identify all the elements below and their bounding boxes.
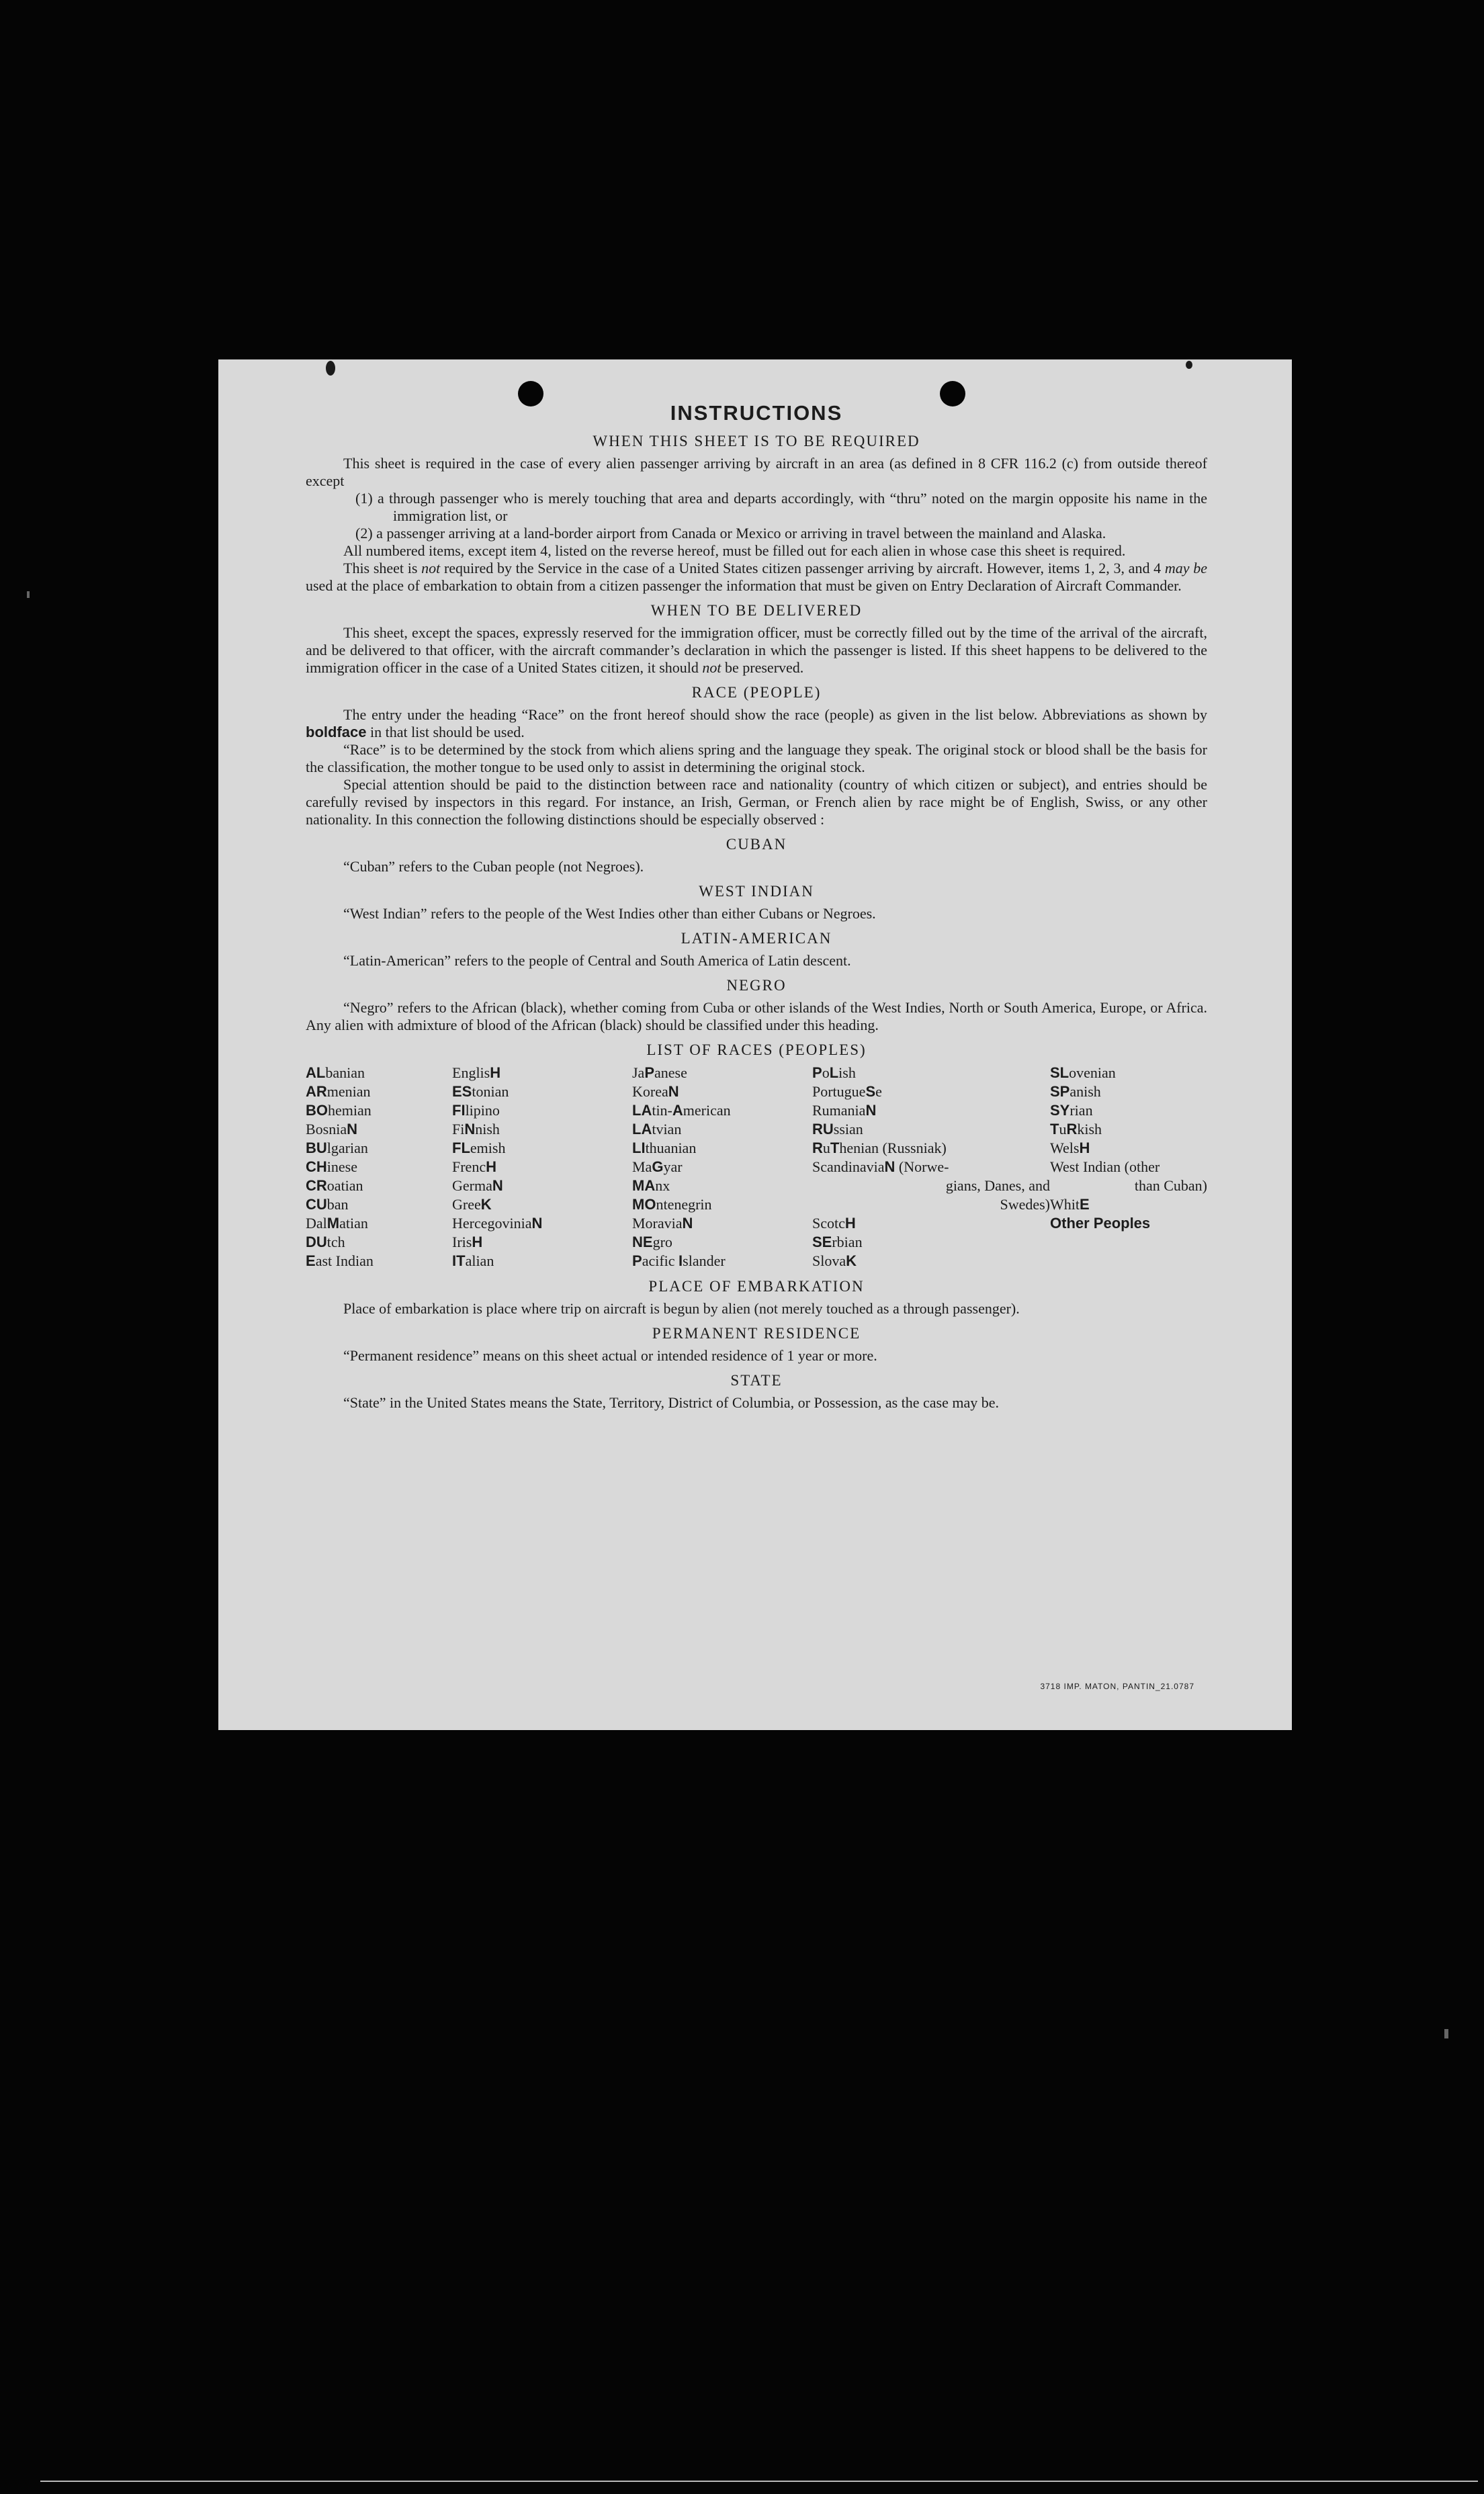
race-entry: EnglisH bbox=[452, 1064, 501, 1081]
race-entry: MoraviaN bbox=[632, 1215, 693, 1232]
list-item: (2) a passenger arriving at a land-border airport from Canada or Mexico or arriving in travel between the mainland and Alaska. bbox=[355, 525, 1106, 542]
heading-when-required: WHEN THIS SHEET IS TO BE REQUIRED bbox=[593, 433, 920, 449]
race-entry: SErbian bbox=[812, 1234, 863, 1250]
race-entry: MOntenegrin bbox=[632, 1196, 712, 1213]
races-column bbox=[306, 1064, 452, 1271]
paragraph: The entry under the heading “Race” on the front hereof should show the race (people) as given in the list below. Abbreviations as shown by boldface in that list should be used. bbox=[306, 706, 1207, 740]
race-entry: West Indian (other bbox=[1050, 1158, 1160, 1175]
ink-speck bbox=[1186, 361, 1192, 369]
race-entry: SPanish bbox=[1050, 1083, 1101, 1100]
race-entry: SYrian bbox=[1050, 1102, 1093, 1119]
film-edge-line bbox=[40, 2481, 1478, 2482]
ink-speck bbox=[326, 361, 335, 376]
race-entry: EStonian bbox=[452, 1083, 509, 1100]
list-item: (1) a through passenger who is merely touching that area and departs accordingly, with “thru” noted on the margin opposite his name in the immigration list, or bbox=[355, 490, 1207, 524]
heading-place-of-embarkation: PLACE OF EMBARKATION bbox=[648, 1278, 865, 1295]
race-entry: Pacific Islander bbox=[632, 1252, 726, 1269]
heading-negro: NEGRO bbox=[726, 977, 787, 994]
race-entry: ITalian bbox=[452, 1252, 494, 1269]
race-entry: MAnx bbox=[632, 1177, 670, 1194]
race-entry: RUssian bbox=[812, 1121, 863, 1137]
paragraph: “Negro” refers to the African (black), whether coming from Cuba or other islands of the West Indies, North or South America, Europe, or Africa. Any alien with admixture of blood of the African (black) should be classified under this heading. bbox=[306, 999, 1207, 1033]
paragraph: This sheet is required in the case of every alien passenger arriving by aircraft in an area (as defined in 8 CFR 116.2 (c) from outside thereof except bbox=[306, 455, 1207, 489]
races-list bbox=[306, 1064, 1207, 1271]
race-entry: PortugueSe bbox=[812, 1083, 882, 1100]
race-entry: FrencH bbox=[452, 1158, 496, 1175]
paragraph: Place of embarkation is place where trip on aircraft is begun by alien (not merely touched as a through passenger). bbox=[343, 1300, 1020, 1317]
punch-hole bbox=[940, 381, 965, 406]
heading-list-of-races: LIST OF RACES (PEOPLES) bbox=[646, 1041, 867, 1058]
page-title: INSTRUCTIONS bbox=[670, 401, 843, 425]
race-entry: WelsH bbox=[1050, 1140, 1090, 1156]
race-entry: TuRkish bbox=[1050, 1121, 1102, 1137]
heading-state: STATE bbox=[730, 1372, 783, 1389]
heading-race: RACE (PEOPLE) bbox=[691, 684, 822, 701]
heading-cuban: CUBAN bbox=[726, 836, 787, 853]
race-entry: ARmenian bbox=[306, 1083, 371, 1100]
film-speck bbox=[27, 591, 30, 598]
races-column bbox=[1050, 1064, 1207, 1271]
race-entry: LAtvian bbox=[632, 1121, 682, 1137]
race-entry: CRoatian bbox=[306, 1177, 363, 1194]
paragraph: “Race” is to be determined by the stock from which aliens spring and the language they speak. The original stock or blood shall be the basis for the classification, the mother tongue to be used only to assist in determining the original stock. bbox=[306, 741, 1207, 775]
heading-when-delivered: WHEN TO BE DELIVERED bbox=[650, 602, 863, 619]
race-entry: SlovaK bbox=[812, 1252, 857, 1269]
paragraph: “Cuban” refers to the Cuban people (not Negroes). bbox=[343, 858, 644, 875]
race-entry: KoreaN bbox=[632, 1083, 679, 1100]
race-entry: DUtch bbox=[306, 1234, 345, 1250]
race-entry: ScotcH bbox=[812, 1215, 856, 1232]
race-entry: PoLish bbox=[812, 1064, 856, 1081]
race-entry: ScandinaviaN (Norwe- bbox=[812, 1158, 949, 1175]
race-entry: MaGyar bbox=[632, 1158, 683, 1175]
race-entry: IrisH bbox=[452, 1234, 483, 1250]
paragraph: All numbered items, except item 4, listed on the reverse hereof, must be filled out for each alien in whose case this sheet is required. bbox=[343, 542, 1126, 559]
race-entry: NEgro bbox=[632, 1234, 672, 1250]
race-entry: HercegoviniaN bbox=[452, 1215, 543, 1232]
race-entry: GreeK bbox=[452, 1196, 492, 1213]
paragraph: “West Indian” refers to the people of the West Indies other than either Cubans or Negroes. bbox=[343, 905, 876, 922]
race-entry: DalMatian bbox=[306, 1215, 368, 1232]
race-entry: SLovenian bbox=[1050, 1064, 1116, 1081]
paragraph: This sheet, except the spaces, expressly reserved for the immigration officer, must be correctly filled out by the time of the arrival of the aircraft, and be delivered to that officer, with the aircraft commander’s declaration in which the passenger is listed. If this sheet happens to be delivered to the immigration officer in the case of a United States citizen, it should not be preserved. bbox=[306, 624, 1207, 676]
instruction-sheet bbox=[218, 359, 1292, 1730]
heading-permanent-residence: PERMANENT RESIDENCE bbox=[652, 1325, 861, 1342]
race-entry: FLemish bbox=[452, 1140, 506, 1156]
races-column bbox=[632, 1064, 812, 1271]
paragraph: This sheet is not required by the Service in the case of a United States citizen passenger arriving by aircraft. However, items 1, 2, 3, and 4 may be used at the place of embarkation to obtain from a citizen passenger the information that must be given on Entry Declaration of Aircraft Commander. bbox=[306, 560, 1207, 594]
races-column bbox=[452, 1064, 632, 1271]
race-entry: LAtin-American bbox=[632, 1102, 731, 1119]
race-entry: JaPanese bbox=[632, 1064, 687, 1081]
race-entry: LIthuanian bbox=[632, 1140, 697, 1156]
race-entry: RumaniaN bbox=[812, 1102, 877, 1119]
race-entry: BosniaN bbox=[306, 1121, 358, 1137]
races-column bbox=[812, 1064, 1050, 1271]
race-entry: WhitE bbox=[1050, 1196, 1090, 1213]
race-entry: FIlipino bbox=[452, 1102, 500, 1119]
film-speck bbox=[1444, 2029, 1448, 2038]
heading-west-indian: WEST INDIAN bbox=[699, 883, 814, 900]
race-entry: CHinese bbox=[306, 1158, 357, 1175]
heading-latin-american: LATIN-AMERICAN bbox=[681, 930, 832, 947]
printer-imprint: 3718 IMP. MATON, PANTIN_21.0787 bbox=[1040, 1682, 1194, 1691]
race-entry: GermaN bbox=[452, 1177, 503, 1194]
race-entry: than Cuban) bbox=[1134, 1177, 1207, 1194]
race-entry: ALbanian bbox=[306, 1064, 365, 1081]
race-entry: Swedes) bbox=[1000, 1196, 1050, 1213]
paragraph: “Latin-American” refers to the people of Central and South America of Latin descent. bbox=[343, 952, 851, 969]
race-entry: CUban bbox=[306, 1196, 349, 1213]
race-entry: BUlgarian bbox=[306, 1140, 368, 1156]
race-entry: East Indian bbox=[306, 1252, 374, 1269]
punch-hole bbox=[518, 381, 543, 406]
race-entry: RuThenian (Russniak) bbox=[812, 1140, 947, 1156]
race-entry: FiNnish bbox=[452, 1121, 500, 1137]
race-entry: BOhemian bbox=[306, 1102, 372, 1119]
race-entry: gians, Danes, and bbox=[945, 1177, 1050, 1194]
paragraph: Special attention should be paid to the distinction between race and nationality (country of which citizen or subject), and entries should be carefully revised by inspectors in this regard. For instance, an Irish, German, or French alien by race might be of English, Swiss, or any other nationality. In this connection the following distinctions should be especially observed : bbox=[306, 776, 1207, 828]
paragraph: “State” in the United States means the State, Territory, District of Columbia, or Possession, as the case may be. bbox=[343, 1394, 1000, 1411]
race-entry: Other Peoples bbox=[1050, 1215, 1151, 1232]
paragraph: “Permanent residence” means on this sheet actual or intended residence of 1 year or more. bbox=[343, 1347, 877, 1364]
